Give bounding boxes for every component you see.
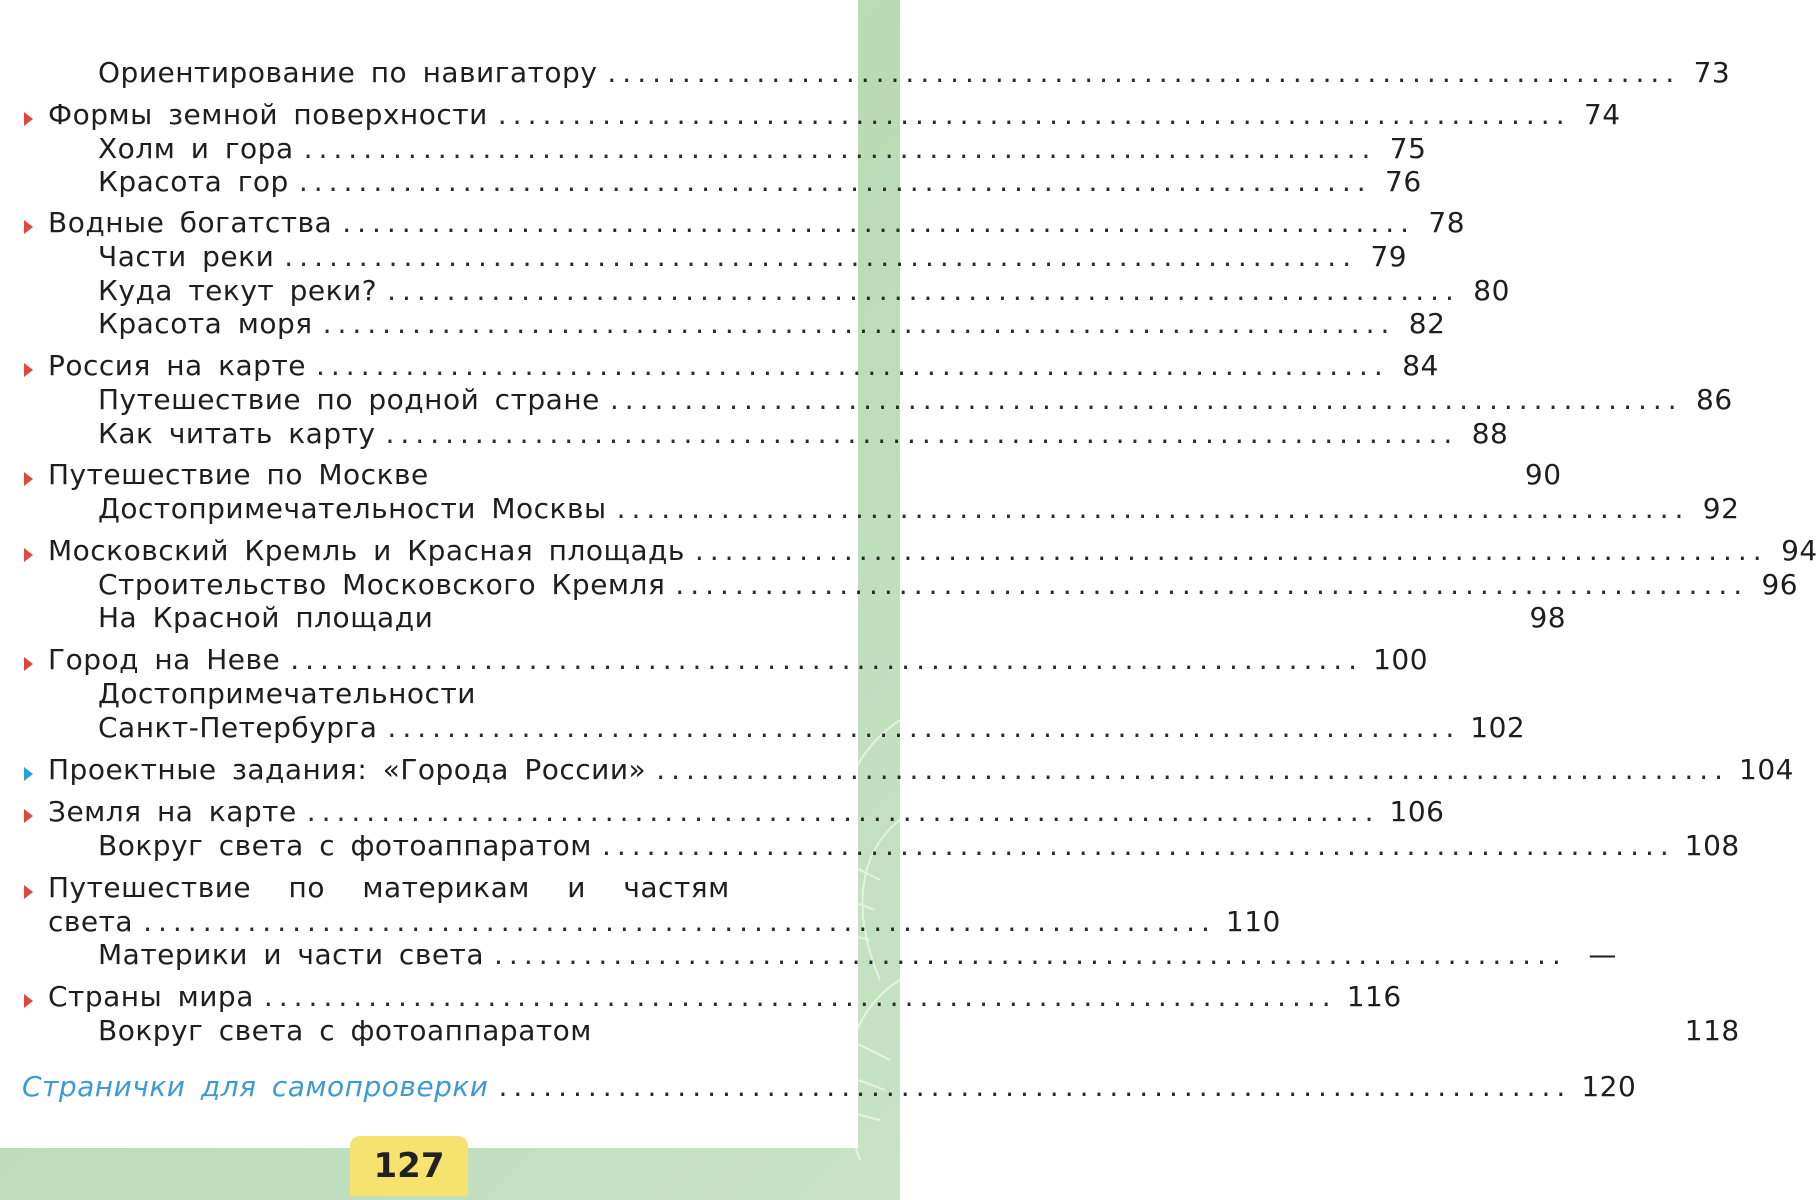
leader-dots: ........................................................................ xyxy=(387,711,1461,744)
toc-entry-title: Город на Неве xyxy=(48,643,281,676)
toc-entry-page: 80 xyxy=(1473,274,1510,307)
leader-dots: ........................................................................ xyxy=(601,829,1675,862)
leader-dots: ........................................................................ xyxy=(497,98,1571,131)
toc-entry-title: Санкт-Петербурга xyxy=(98,711,378,744)
toc-entry-page: 104 xyxy=(1739,753,1794,786)
toc-entry-title: На Красной площади xyxy=(98,601,434,634)
toc-entry-title: Странички для самопроверки xyxy=(22,1070,489,1103)
toc-entry-title: Холм и гора xyxy=(98,132,294,165)
page-number-badge xyxy=(350,1136,468,1196)
leader-dots: ........................................................................ xyxy=(609,383,1683,416)
toc-entry-page: 76 xyxy=(1385,165,1422,198)
section-marker-icon xyxy=(24,363,33,377)
toc-entry-title: Красота гор xyxy=(98,165,289,198)
toc-entry-title: Материки и части света xyxy=(98,938,485,971)
toc-entry-page: 86 xyxy=(1696,383,1733,416)
leader-dots: ........................................................................ xyxy=(675,568,1749,601)
toc-entry-page: 108 xyxy=(1684,829,1740,862)
section-marker-icon xyxy=(24,548,33,562)
toc-entry-page: 90 xyxy=(1524,458,1562,491)
toc-entry-page: 116 xyxy=(1346,980,1402,1013)
toc-entry-title: Проектные задания: «Города России» xyxy=(48,753,647,786)
toc-entry[interactable] xyxy=(48,753,1794,793)
toc-entry-title: Как читать карту xyxy=(98,417,376,450)
project-marker-icon xyxy=(24,767,33,781)
toc-entry-page: 106 xyxy=(1389,795,1445,828)
leader-dots: ........................................................................ xyxy=(284,240,1358,273)
toc-entry-page: 120 xyxy=(1581,1070,1637,1103)
leader-dots: ........................................................................ xyxy=(616,492,1690,525)
leader-dots: ........................................................................ xyxy=(656,753,1730,786)
page-number: 127 xyxy=(373,1146,445,1186)
toc-entry-title: Водные богатства xyxy=(48,206,333,239)
toc-entry-page: 98 xyxy=(1529,601,1567,634)
leader-dots: ........................................................................ xyxy=(322,307,1396,340)
toc-entry-self-check[interactable] xyxy=(22,1070,1637,1110)
section-marker-icon xyxy=(24,657,33,671)
section-marker-icon xyxy=(24,809,33,823)
toc-entry-page: 100 xyxy=(1373,643,1429,676)
toc-entry-title: Части реки xyxy=(98,240,275,273)
section-marker-icon xyxy=(24,994,33,1008)
toc-entry-title: Красота моря xyxy=(98,307,313,340)
toc-entry[interactable] xyxy=(98,1014,1740,1054)
toc-entry[interactable] xyxy=(98,417,1509,457)
toc-entry[interactable] xyxy=(98,307,1446,347)
toc-entry-page: 118 xyxy=(1684,1014,1740,1047)
toc-entry-page: 102 xyxy=(1470,711,1526,744)
toc-entry-title: Московский Кремль и Красная площадь xyxy=(48,534,685,567)
toc-entry-page: 84 xyxy=(1402,349,1439,382)
toc-entry-page: 74 xyxy=(1583,98,1621,131)
leader-dots: ........................................................................ xyxy=(342,206,1416,239)
toc-entry-title: Куда текут реки? xyxy=(98,274,378,307)
leader-dots: ........................................................................ xyxy=(607,56,1681,89)
toc-entry-page: 73 xyxy=(1693,56,1731,89)
leader-dots: ........................................................................ xyxy=(303,132,1377,165)
toc-entry[interactable] xyxy=(98,938,1617,978)
toc-entry-title: Путешествие по материкам и частям xyxy=(48,871,730,904)
toc-entry-title: Вокруг света с фотоаппаратом xyxy=(98,1014,592,1047)
toc-entry-title: света xyxy=(48,905,134,938)
toc-entry-page: 79 xyxy=(1370,240,1408,273)
toc-entry-title: Россия на карте xyxy=(48,349,306,382)
section-marker-icon xyxy=(24,885,33,899)
toc-entry-title: Достопримечательности xyxy=(98,677,476,710)
toc-entry[interactable] xyxy=(98,165,1422,205)
toc-entry-page: 75 xyxy=(1389,132,1427,165)
toc-entry-title: Страны мира xyxy=(48,980,254,1013)
toc-entry-title: Путешествие по родной стране xyxy=(98,383,600,416)
toc-entry-title: Путешествие по Москве xyxy=(48,458,429,491)
toc-entry-title: Достопримечательности Москвы xyxy=(98,492,607,525)
section-marker-icon xyxy=(24,472,33,486)
toc-entry[interactable] xyxy=(98,601,1567,641)
leader-dots: ........................................................................ xyxy=(263,980,1337,1013)
toc-entry-page: 82 xyxy=(1408,307,1446,340)
toc-entry-page: 88 xyxy=(1471,417,1509,450)
toc-entry-title: Земля на карте xyxy=(48,795,297,828)
toc-entry-page: — xyxy=(1588,938,1617,971)
leader-dots: ........................................................................ xyxy=(387,274,1460,307)
toc-entry-page: 94 xyxy=(1781,534,1818,567)
toc-entry[interactable] xyxy=(98,829,1740,869)
leader-dots: ........................................................................ xyxy=(316,349,1389,382)
toc-entry[interactable] xyxy=(98,56,1731,96)
toc-entry-page: 110 xyxy=(1225,905,1281,938)
toc-entry-title: Вокруг света с фотоаппаратом xyxy=(98,829,592,862)
leader-dots: ........................................................................ xyxy=(143,905,1216,938)
toc-entry-title: Ориентирование по навигатору xyxy=(98,56,598,89)
toc-entry-page: 92 xyxy=(1702,492,1740,525)
toc-entry[interactable] xyxy=(98,492,1740,532)
toc-entry-page: 96 xyxy=(1761,568,1799,601)
toc-entry[interactable] xyxy=(98,711,1526,751)
toc-entry-title: Формы земной поверхности xyxy=(48,98,488,131)
section-marker-icon xyxy=(24,220,33,234)
leader-dots: ........................................................................ xyxy=(298,165,1372,198)
leader-dots: ........................................................................ xyxy=(385,417,1459,450)
leader-dots: ........................................................................ xyxy=(498,1070,1572,1103)
leader-dots: ........................................................................ xyxy=(306,795,1380,828)
section-marker-icon xyxy=(24,112,33,126)
leader-dots: ........................................................................ xyxy=(694,534,1768,567)
leader-dots: ........................................................................ xyxy=(494,938,1567,971)
toc-entry-page: 78 xyxy=(1428,206,1466,239)
toc-entry-title: Строительство Московского Кремля xyxy=(98,568,666,601)
leader-dots: ........................................................................ xyxy=(290,643,1364,676)
